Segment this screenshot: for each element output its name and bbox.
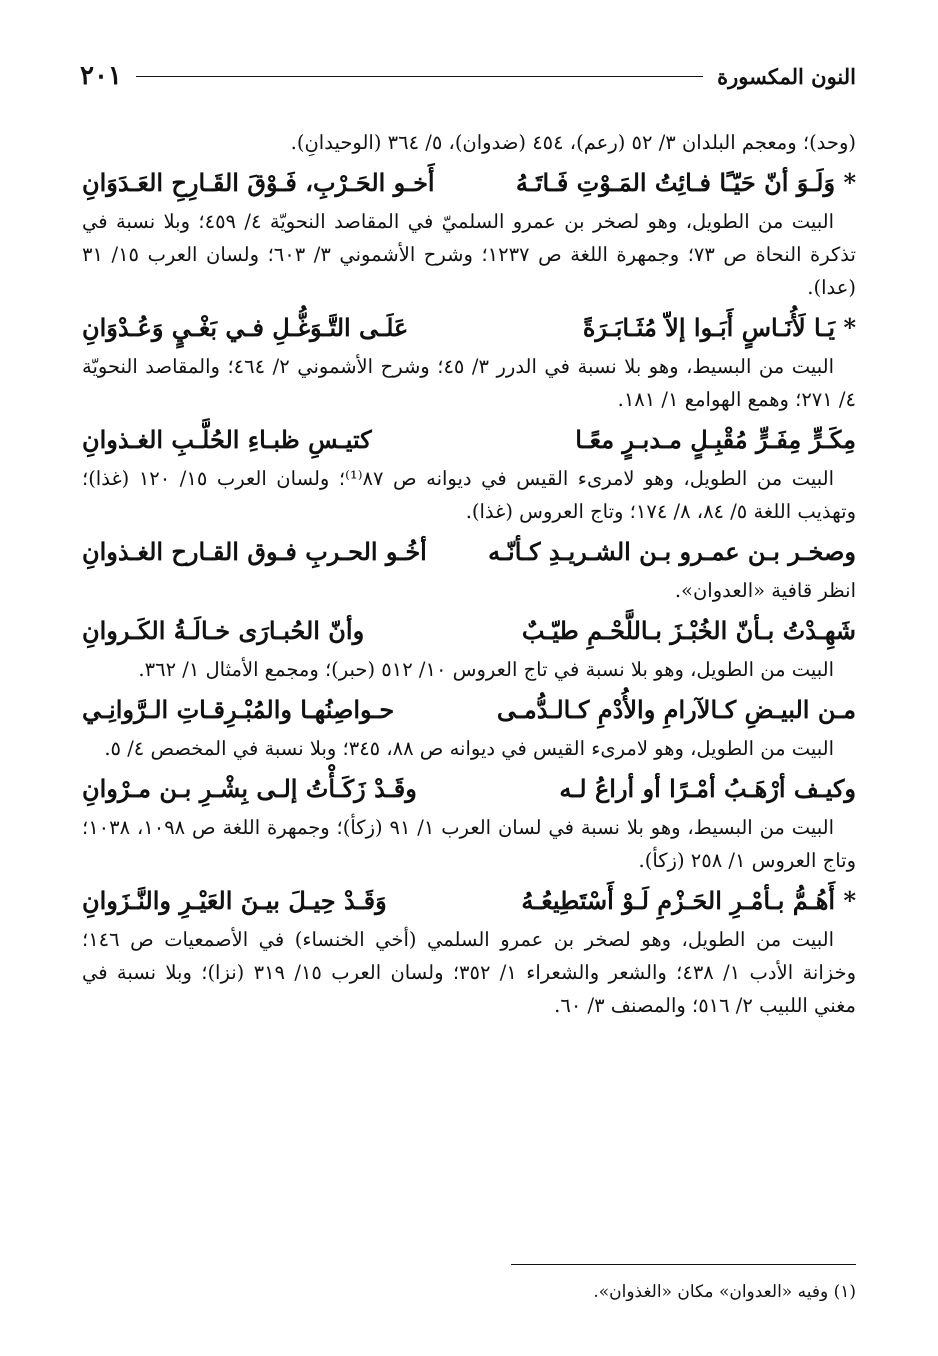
verse-second-hemistich: وأنّ الحُبـارَى خـالَـةُ الكَـروانِ <box>82 616 365 645</box>
verse-second-hemistich: أَخـو الحَـرْبِ، فَـوْقَ القَـارِحِ العَـدَوَانِ <box>82 168 435 197</box>
verse-line <box>82 690 856 730</box>
verse-second-hemistich: وَقَـدْ حِيـلَ بيـنَ العَيْـرِ والنَّـزَوانِ <box>82 886 387 915</box>
prose-continuation: (وحد)؛ ومعجم البلدان ٣/ ٥٢ (رعم)، ٤٥٤ (ضدوان)، ٥/ ٣٦٤ (الوحيدانِ). <box>290 131 856 154</box>
footnote: (١) وفيه «العدوان» مكان «الغذوان». <box>593 1282 856 1302</box>
verse-second-hemistich: وقَـدْ زَكَـأْتُ إلـى بِشْـرِ بـن مـرْوانِ <box>82 774 417 803</box>
running-title: النون المكسورة <box>717 63 856 89</box>
verse-line <box>82 532 856 572</box>
header-rule <box>136 76 703 77</box>
verse-second-hemistich: حـواصِنُهـا والمُبْـرِقـاتِ الـرَّوانِـي <box>82 695 395 724</box>
verse-source-note: البيت من الطويل، وهو لصخر بن عمرو السلميّ في المقاصد النحويّة ٤/ ٤٥٩؛ وبلا نسبة في تذكرة النحاة ص ٧٣؛ وجمهرة اللغة ص ١٢٣٧؛ وشرح الأشموني ٣/ ٦٠٣؛ ولسان العرب ١٥/ ٣١ (عدا). <box>82 210 856 299</box>
verse-second-hemistich: عَلَـى التَّـوَغُّـلِ فـي بَغْـيٍ وَعُـدْوَانِ <box>82 313 409 342</box>
verse-source-note: البيت من البسيط، وهو بلا نسبة في الدرر ٣/ ٤٥؛ وشرح الأشموني ٢/ ٤٦٤؛ والمقاصد النحويّة ٤/ ٢٧١؛ وهمع الهوامع ١/ ١٨١. <box>82 355 856 411</box>
verse-line <box>82 420 856 460</box>
verse-line <box>82 881 856 921</box>
verse-first-hemistich: مِكَـرٍّ مِفَـرٍّ مُقْبِـلٍ مـدبـرٍ معًـا <box>575 425 856 454</box>
page-body <box>82 126 856 1022</box>
verse-first-hemistich: وكيـف أرْهَـبُ أمْـرًا أو أراعُ لـه <box>559 774 856 803</box>
verse-first-hemistich: * يَـا لَأُنَـاسٍ أَبَـوا إلاّ مُثَـابَـرَةً <box>582 313 856 342</box>
verse-first-hemistich: شَهِـدْتُ بـأنّ الخُبْـزَ بـاللَّحْـمِ طيّـبٌ <box>521 616 856 645</box>
verse-line <box>82 769 856 809</box>
verse-first-hemistich: مـن البيـضِ كـالآرامِ والأُدْمِ كـالـدُّمـى <box>496 695 856 724</box>
verse-line <box>82 308 856 348</box>
verse-source-note: البيت من الطويل، وهو لامرىء القيس في ديوانه ص ٨٧⁽¹⁾؛ ولسان العرب ١٥/ ١٢٠ (غذا)؛ وتهذيب اللغة ٥/ ٨٤، ٨/ ١٧٤؛ وتاج العروس (غذا). <box>82 467 856 523</box>
verse-first-hemistich: * أَهُـمُّ بـأمْـرِ الحَـزْمِ لَـوْ أَسْتَطِيعُـهُ <box>521 886 856 915</box>
verse-first-hemistich: وصخـر بـن عمـرو بـن الشـريـدِ كـأنّـه <box>488 537 856 566</box>
verse-line <box>82 611 856 651</box>
verse-second-hemistich: كتيـسِ ظبـاءِ الحُلَّـبِ الغـذوانِ <box>82 425 372 454</box>
verse-first-hemistich: * وَلَـوَ أنّ حَيّـًا فـائِتُ المَـوْتِ فَـاتَـهُ <box>515 168 856 197</box>
verse-source-note: البيت من الطويل، وهو لصخر بن عمرو السلمي (أخي الخنساء) في الأصمعيات ص ١٤٦؛ وخزانة الأدب ١/ ٤٣٨؛ والشعر والشعراء ١/ ٣٥٢؛ ولسان العرب ١٥/ ٣١٩ (نزا)؛ وبلا نسبة في مغني اللبيب ٢/ ٥١٦؛ والمصنف ٣/ ٦٠. <box>82 928 856 1017</box>
footnote-rule <box>511 1264 856 1265</box>
page-header <box>80 56 856 96</box>
verse-source-note: البيت من البسيط، وهو بلا نسبة في لسان العرب ١/ ٩١ (زكأ)؛ وجمهرة اللغة ص ١٠٩٨، ١٠٣٨؛ وتاج العروس ١/ ٢٥٨ (زكأ). <box>82 816 856 872</box>
page-number: ٢٠١ <box>80 61 122 91</box>
verse-line <box>82 163 856 203</box>
cross-reference-note: انظر قافية «العدوان». <box>674 579 856 602</box>
verse-source-note: البيت من الطويل، وهو لامرىء القيس في ديوانه ص ٨٨، ٣٤٥؛ وبلا نسبة في المخصص ٤/ ٥. <box>104 737 834 760</box>
verse-second-hemistich: أخُـو الحـربِ فـوق القـارح الغـذوانِ <box>82 537 427 566</box>
verse-source-note: البيت من الطويل، وهو بلا نسبة في تاج العروس ١٠/ ٥١٢ (حبر)؛ ومجمع الأمثال ١/ ٣٦٢. <box>138 658 834 681</box>
